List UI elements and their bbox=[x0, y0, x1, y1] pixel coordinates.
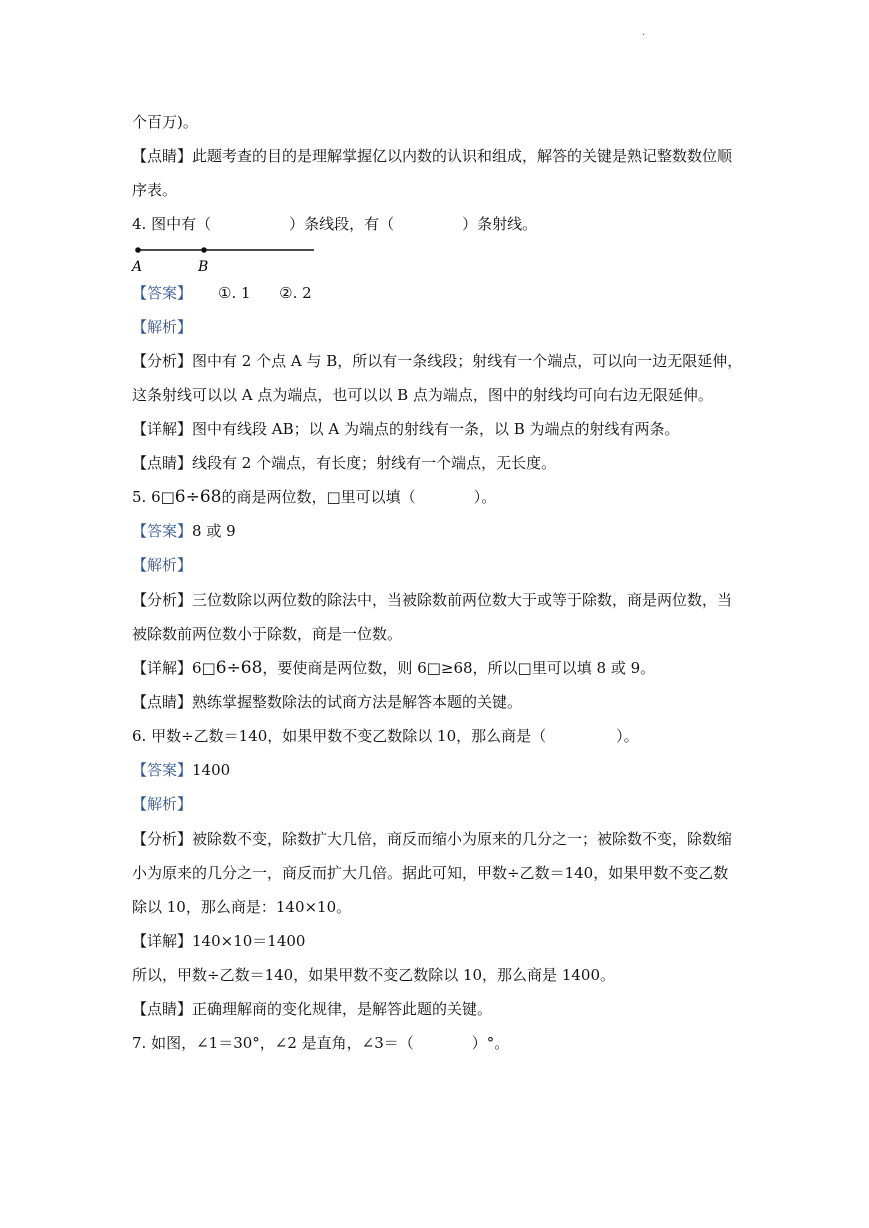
text-line: 【点睛】线段有 2 个端点，有长度；射线有一个端点，无长度。 bbox=[132, 454, 557, 472]
text-line: 除以 10，那么商是：140×10。 bbox=[132, 898, 352, 916]
q5-text-end: ）。 bbox=[473, 488, 497, 506]
text-line: 【详解】图中有线段 AB；以 A 为端点的射线有一条，以 B 为端点的射线有两条。 bbox=[132, 420, 680, 438]
point-b bbox=[201, 247, 207, 253]
q5-text-pre: 5. 6□ bbox=[132, 488, 175, 506]
header-mark: · bbox=[642, 30, 646, 41]
question-6 bbox=[132, 726, 639, 746]
answer-label: 【答案】 bbox=[132, 761, 193, 779]
text-line: 个百万)。 bbox=[132, 113, 198, 131]
label-b: B bbox=[198, 259, 209, 275]
label-a: A bbox=[132, 259, 143, 275]
answer-value: ①. 1 ②. 2 bbox=[218, 284, 312, 302]
text-line: 被除数前两位数小于除数，商是一位数。 bbox=[132, 625, 403, 643]
q5-detail bbox=[132, 658, 655, 678]
question-5 bbox=[132, 487, 496, 507]
line-segment-figure bbox=[130, 240, 330, 280]
q5-math: 6÷68 bbox=[174, 487, 222, 507]
text-line: 小为原来的几分之一，商反而扩大几倍。据此可知，甲数÷乙数＝140，如果甲数不变乙数 bbox=[132, 864, 729, 882]
q6-answer bbox=[132, 760, 230, 780]
ray-diagram bbox=[130, 240, 330, 276]
analysis-label: 【解析】 bbox=[132, 556, 193, 574]
answer-label: 【答案】 bbox=[132, 284, 193, 302]
q7-text-a: 7. 如图，∠1＝30°，∠2 是直角，∠3＝（ bbox=[132, 1034, 414, 1052]
text-line: 【详解】140×10＝1400 bbox=[132, 932, 306, 950]
text-line: 【分析】三位数除以两位数的除法中，当被除数前两位数大于或等于除数，商是两位数，当 bbox=[132, 591, 733, 609]
q4-text-a: 4. 图中有（ bbox=[132, 215, 212, 233]
q6-text-a: 6. 甲数÷乙数＝140，如果甲数不变乙数除以 10，那么商是（ bbox=[132, 727, 547, 745]
analysis-label: 【解析】 bbox=[132, 318, 193, 336]
q5-text-post: 的商是两位数，□里可以填（ bbox=[221, 488, 416, 506]
q5-detail-pre: 【详解】6□ bbox=[132, 659, 216, 677]
text-line: 序表。 bbox=[132, 181, 178, 199]
answer-label: 【答案】 bbox=[132, 522, 193, 540]
q4-answer bbox=[132, 283, 312, 303]
q5-detail-post: ，要使商是两位数，则 6□≥68，所以□里可以填 8 或 9。 bbox=[262, 659, 656, 677]
point-a bbox=[135, 247, 141, 253]
text-line: 【分析】图中有 2 个点 A 与 B，所以有一条线段；射线有一个端点，可以向一边无限延伸， bbox=[132, 352, 743, 370]
question-7 bbox=[132, 1033, 509, 1053]
text-line: 【点睛】此题考查的目的是理解掌握亿以内数的认识和组成，解答的关键是熟记整数数位顺 bbox=[132, 147, 733, 165]
q5-answer bbox=[132, 521, 236, 541]
q5-detail-math: 6÷68 bbox=[215, 658, 263, 678]
text-line: 【点睛】正确理解商的变化规律，是解答此题的关键。 bbox=[132, 1000, 493, 1018]
question-4 bbox=[132, 214, 537, 234]
answer-value: 1400 bbox=[192, 761, 231, 779]
q6-text-b: ）。 bbox=[616, 727, 639, 745]
text-line: 【分析】被除数不变，除数扩大几倍，商反而缩小为原来的几分之一；被除数不变，除数缩 bbox=[132, 830, 733, 848]
text-line: 这条射线可以以 A 点为端点，也可以以 B 点为端点，图中的射线均可向右边无限延伸。 bbox=[132, 386, 713, 404]
analysis-label: 【解析】 bbox=[132, 795, 193, 813]
q7-text-b: ）°。 bbox=[471, 1034, 510, 1052]
text-line: 所以，甲数÷乙数＝140，如果甲数不变乙数除以 10，那么商是 1400。 bbox=[132, 966, 615, 984]
q4-text-c: ）条射线。 bbox=[462, 215, 538, 233]
text-line: 【点睛】熟练掌握整数除法的试商方法是解答本题的关键。 bbox=[132, 693, 523, 711]
answer-value: 8 或 9 bbox=[192, 522, 236, 540]
q4-text-b: ）条线段，有（ bbox=[289, 215, 395, 233]
